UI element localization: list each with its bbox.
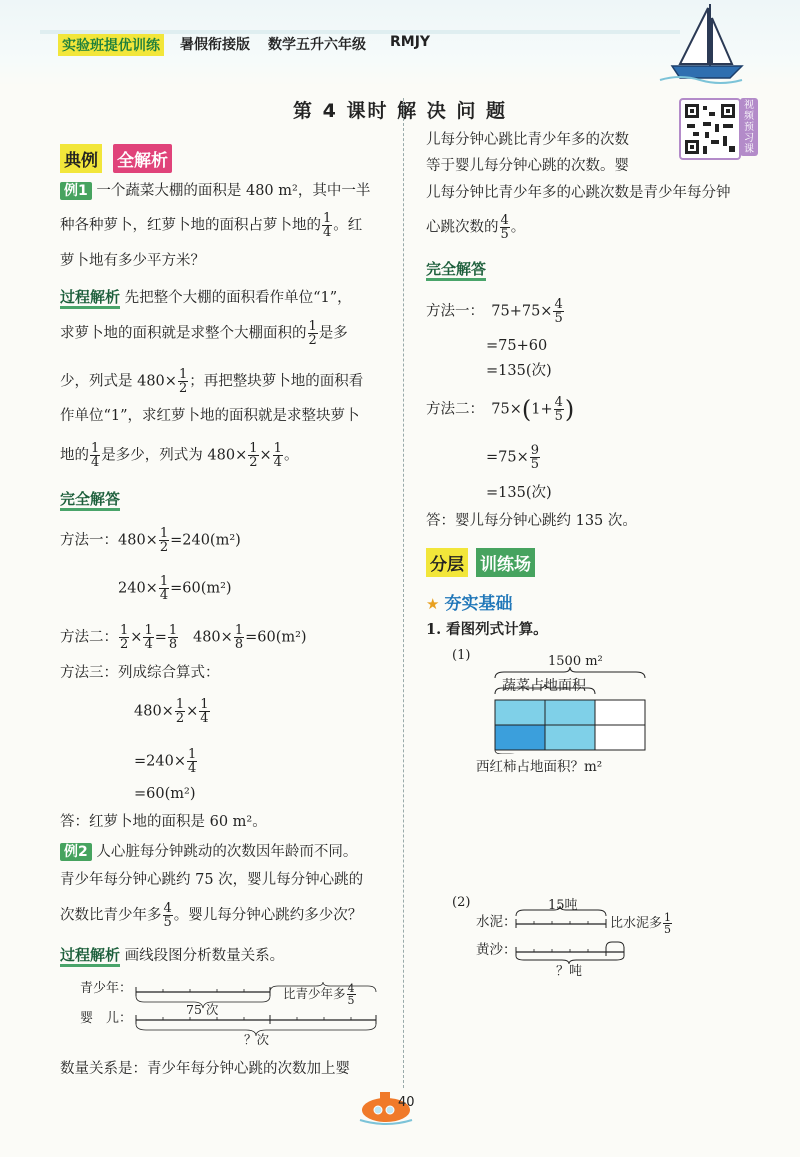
q2-cement-label: 水泥： [476,914,517,930]
m2e: =60(m²) [245,629,307,646]
fraction: $\frac{1}{4}$ [323,211,332,240]
answer-label: 完全解答 [60,490,120,511]
m2b: × [130,629,143,646]
q1-total-area: 1500 m² [548,654,603,669]
m1c: 240× [118,580,158,597]
q1-part2-label: (2) [452,895,471,910]
process-label: 过程解析 [60,288,120,309]
fraction: $\frac{4}{5}$ [554,395,563,424]
example1-process-line4: 作单位“1”，求红萝卜地的面积就是求整块萝卜 [60,408,360,424]
fraction: $\frac{1}{4}$ [91,441,100,470]
method3-title: 方法三：列成综合算式： [60,665,220,681]
example1-process-line2 [60,320,348,347]
process-text2a: 求萝卜地的面积就是求整个大棚面积的 [60,325,307,342]
question1-title: 1. 看图列式计算。 [426,621,548,638]
fraction: $\frac{1}{5}$ [664,911,672,936]
example1-tag: 例1 [60,182,92,200]
method3-line3: =60(m²) [134,786,196,802]
example1-line3: 萝卜地有多少平方米？ [60,253,205,269]
m1a: 方法一：480× [60,532,158,549]
m1b: =240(m²) [170,532,241,549]
example2-line1 [60,842,357,862]
fraction: $\frac{4}{5}$ [347,982,355,1007]
example2-line2: 青少年每分钟心跳约 75 次，婴儿每分钟心跳的 [60,872,364,888]
fraction: $\frac{1}{2}$ [175,697,185,726]
example1-text2a: 种各种萝卜，红萝卜地的面积占萝卜地的 [60,217,321,234]
relation-line1: 数量关系是：青少年每分钟心跳的次数加上婴 [60,1061,350,1077]
process-text1: 先把整个大棚的面积看作单位“1”， [124,290,352,306]
q2-sand-label: 黄沙： [476,942,517,958]
fraction: $\frac{4}{5}$ [554,297,563,326]
fraction: $\frac{1}{8}$ [234,623,244,652]
process-text5d: 。 [283,447,299,464]
ex2-method1-line1 [426,298,565,325]
header-edition: 暑假衔接版 [180,37,250,53]
fraction: $\frac{1}{2}$ [120,623,129,652]
example2-text3b: 。婴儿每分钟心跳约多少次？ [173,907,363,924]
method2-line [60,624,307,651]
q2-more-label [610,912,673,935]
qr-code-icon[interactable] [679,98,741,160]
m3a: 480× [134,703,174,720]
ex2-method1-line3: =135(次) [486,363,552,379]
diagram-75-label: 75 次 [186,1002,219,1017]
ex2-method2-line3: =135(次) [486,485,552,501]
example1-process-line5 [60,442,298,469]
example1-answer: 答：红萝卜地的面积是 60 m²。 [60,814,267,830]
example2-text3a: 次数比青少年多 [60,907,162,924]
process-text5a: 地的 [60,447,89,464]
example1-line2 [60,212,362,239]
relation-line3: 等于婴儿每分钟心跳的次数。婴 [426,158,629,174]
qr-label: 视频预习课 [740,98,758,156]
badge-fenceng: 分层 [426,548,468,577]
example1-line1 [60,181,370,201]
fraction: $\frac{1}{2}$ [178,367,188,396]
diagram-more-text: 比青少年多 [283,986,346,1001]
m2d: 480× [192,629,233,646]
ex2-method1-line2: =75+60 [486,338,548,354]
relation-line5 [426,214,525,241]
example1-process-line1 [60,288,352,308]
badge-quanjiexi: 全解析 [113,144,172,173]
fraction: $\frac{1}{4}$ [144,623,153,652]
ex2-m1a: 方法一： 75+75× [426,303,553,320]
q1-part1-label: (1) [452,648,471,663]
fraction: $\frac{1}{4}$ [273,441,282,470]
method1-line1 [60,527,241,554]
q2-more-text: 比水泥多 [610,916,663,931]
q1-tomato-area: 西红柿占地面积？m² [476,759,603,775]
fraction: $\frac{1}{2}$ [249,441,258,470]
ex2-m2a: 方法二： 75× [426,401,522,418]
column-divider [403,98,404,1088]
example2-tag: 例2 [60,843,92,861]
example2-answer: 答：婴儿每分钟心跳约 135 次。 [426,513,637,529]
fraction: $\frac{1}{4}$ [159,574,169,603]
process-label: 过程解析 [60,946,120,967]
fraction: $\frac{9}{5}$ [530,443,540,472]
fraction: $\frac{4}{5}$ [500,213,509,242]
fraction: $\frac{4}{5}$ [163,901,172,930]
header-subject: 数学五升六年级 [268,37,366,53]
page-number: 40 [398,1095,415,1110]
fraction: $\frac{1}{4}$ [200,697,209,726]
process-text2b: 是多 [318,325,348,342]
example2-process-text: 画线段图分析数量关系。 [124,948,285,964]
fraction: $\frac{1}{8}$ [168,623,178,652]
ex2-method2-line2 [486,444,541,471]
star-icon: ★ [426,595,440,613]
page-title: 第 4 课时 解 决 问 题 [293,100,507,122]
q1-vegetable-area: 蔬菜占地面积 [502,678,586,694]
m3b: × [186,703,199,720]
example2-text1: 人心脏每分钟跳动的次数因年龄而不同。 [96,844,358,860]
answer-label: 完全解答 [426,260,486,281]
relation-line4: 儿每分钟比青少年多的心跳次数是青少年每分钟 [426,185,731,201]
m2c: = [154,629,167,646]
ex2-m2b: =75× [486,449,529,466]
fraction: $\frac{1}{4}$ [187,747,197,776]
example1-text2b: 。红 [333,217,363,234]
diagram-baby-label: 婴 儿： [80,1011,133,1026]
section-heading [426,589,513,614]
process-text5b: 是多少，列式为 480× [101,447,248,464]
method1-line2 [118,575,232,602]
process-text3b: ；再把整块萝卜地的面积看 [189,373,364,390]
example1-text1: 一个蔬菜大棚的面积是 480 m²，其中一半 [96,183,371,199]
badge-xunlianchang: 训练场 [476,548,535,577]
area-diagram [490,664,654,754]
method3-line1 [134,698,211,725]
header-code: RMJY [390,34,431,50]
badge-dianli: 典例 [60,144,102,173]
open-paren: ( [521,395,532,424]
q2-15-tons: 15吨 [548,898,578,913]
process-text5c: × [259,447,272,464]
header-tag: 实验班提优训练 [58,34,164,56]
method3-line2 [134,748,198,775]
ex2-method2-line1: 方法二： 75×(1+ $\frac{4}{5}$ ) [426,395,575,424]
relation-text5a: 心跳次数的 [426,219,499,236]
example2-line3 [60,902,362,929]
sailboat-icon [650,0,750,86]
close-paren: ) [564,395,575,424]
m1d: =60(m²) [170,580,232,597]
diagram-more-label [283,983,357,1006]
fraction: $\frac{1}{2}$ [308,319,317,348]
section-title: 夯实基础 [444,594,513,614]
relation-line2: 儿每分钟心跳比青少年多的次数 [426,132,629,148]
example2-process-line [60,946,284,966]
diagram-question-label: ？次 [244,1032,270,1047]
fraction: $\frac{1}{2}$ [159,526,169,555]
relation-text5b: 。 [510,219,526,236]
q2-question-label: ？吨 [556,964,583,979]
example1-process-line3 [60,368,363,395]
process-text3a: 少，列式是 480× [60,373,177,390]
diagram-teen-label: 青少年： [80,981,133,996]
m3c: =240× [134,753,186,770]
m2a: 方法二： [60,629,118,646]
